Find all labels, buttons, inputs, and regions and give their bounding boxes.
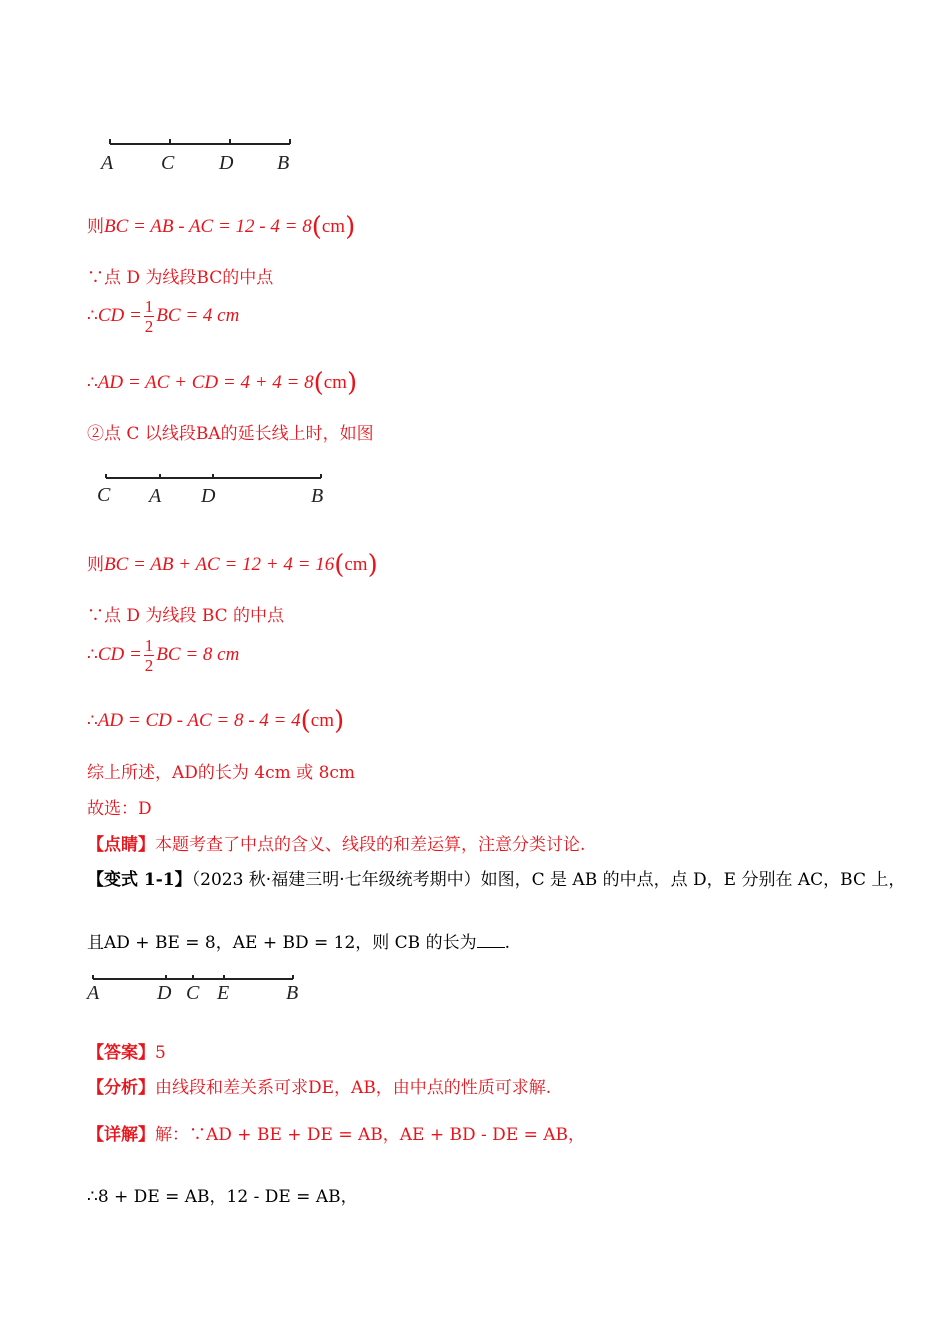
point-label: B: [277, 152, 290, 174]
solution-line: 则BC = AB - AC = 12 - 4 = 8(cm): [87, 212, 356, 242]
detail-line: ∴8 + DE = AB，12 - DE = AB，: [87, 1187, 358, 1207]
point-label: C: [161, 152, 175, 174]
point-label: C: [186, 982, 200, 1004]
answer-choice: 故选：D: [87, 799, 152, 819]
solution-line: ∴CD = $\frac{1}{2}$ BC = 8 cm: [87, 636, 240, 675]
fraction: $\frac{1}{2}$: [144, 297, 154, 336]
point-label: B: [311, 485, 324, 507]
answer-blank: [477, 933, 505, 948]
solution-line: ∴CD = $\frac{1}{2}$ BC = 4 cm: [87, 297, 240, 336]
point-label: C: [97, 484, 111, 506]
point-label: A: [87, 982, 100, 1004]
problem-statement: 且AD + BE = 8，AE + BD = 12，则 CB 的长为 .: [87, 933, 510, 953]
point-label: B: [286, 982, 299, 1004]
section-label: 【答案】: [87, 1043, 155, 1063]
comment-line: 【点睛】本题考查了中点的含义、线段的和差运算，注意分类讨论.: [87, 835, 586, 855]
point-label: D: [219, 152, 234, 174]
point-label: D: [157, 982, 172, 1004]
solution-line: ∵点 D 为线段 BC 的中点: [87, 606, 285, 626]
unit: cm: [321, 216, 346, 237]
solution-line: ∵点 D 为线段BC的中点: [87, 268, 274, 288]
fraction: $\frac{1}{2}$: [144, 636, 154, 675]
solution-line: ∴AD = AC + CD = 4 + 4 = 8(cm): [87, 368, 358, 398]
analysis-line: 【分析】由线段和差关系可求DE，AB，由中点的性质可求解.: [87, 1078, 552, 1098]
section-label: 【分析】: [87, 1078, 155, 1098]
point-label: D: [201, 485, 216, 507]
solution-line: ∴AD = CD - AC = 8 - 4 = 4(cm): [87, 706, 345, 736]
detail-line: 【详解】解：∵AD + BE + DE = AB，AE + BD - DE = AB，: [87, 1125, 586, 1145]
point-label: A: [149, 485, 162, 507]
section-label: 【点睛】: [87, 835, 155, 855]
equation: BC = AB - AC = 12 - 4 = 8: [104, 216, 312, 237]
answer-line: 【答案】5: [87, 1043, 166, 1063]
summary-line: 综上所述，AD的长为 4cm 或 8cm: [87, 763, 356, 783]
problem-statement: 【变式 1-1】（2023 秋·福建三明·七年级统考期中）如图，C 是 AB 的中点，点 D，E 分别在 AC，BC 上，: [87, 870, 906, 890]
section-label: 【变式 1-1】: [87, 870, 192, 890]
point-label: A: [101, 152, 114, 174]
solution-line: ②点 C 以线段BA的延长线上时，如图: [87, 424, 374, 444]
section-label: 【详解】: [87, 1125, 155, 1145]
solution-line: 则BC = AB + AC = 12 + 4 = 16(cm): [87, 550, 378, 580]
point-label: E: [217, 982, 230, 1004]
